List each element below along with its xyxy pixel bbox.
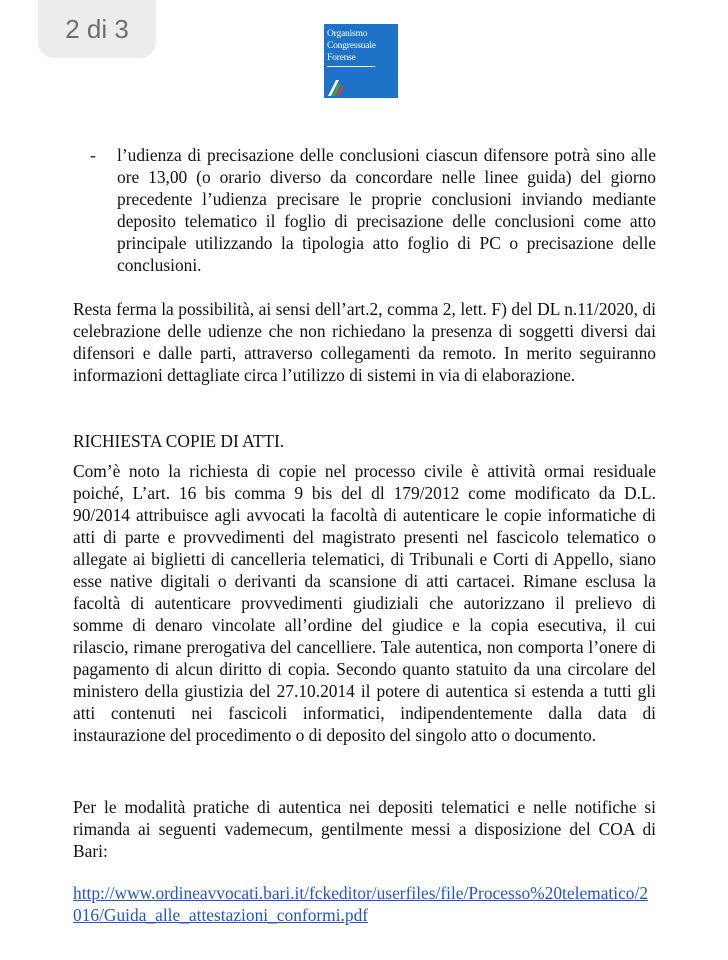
page-indicator: 2 di 3 <box>38 0 156 58</box>
vademecum-link[interactable]: http://www.ordineavvocati.bari.it/fckeditor/userfiles/file/Processo%20telematico/2016/Guida_alle_attestazioni_conformi.pdf <box>73 883 649 925</box>
logo-line-2: Congressuale <box>327 41 376 51</box>
paragraph-copy-requests: Com’è noto la richiesta di copie nel processo civile è attività ormai residuale poiché, L’art. 16 bis comma 9 bis del dl 179/2012 come modificato da D.L. 90/2014 attribuisce agli avvocati la facoltà di autenticare le copie informatiche di atti di parte e provvedimenti del magistrato presenti nel fascicolo telematico o allegate ai biglietti di cancelleria telematici, di Tribunali e Corti di Appello, siano esse native digitali o derivanti da scansione di atti cartacei. Rimane esclusa la facoltà di autenticare provvedimenti giudiziali che autorizzano il prelievo di somme di denaro vincolate all’ordine del giudice e la copia esecutiva, il cui rilascio, rimane prerogativa del cancelliere. Tale autentica, non comporta l’onere di pagamento di alcun diritto di copia. Secondo quanto statuito da una circolare del ministero della giustizia del 27.10.2014 il potere di autentica si estenda a tutti gli atti contenuti nei fascicoli informatici, indipendentemente dalla data di instaurazione del procedimento o di deposito del singolo atto o documento. <box>73 461 656 745</box>
logo-line-3: Forense <box>327 53 356 63</box>
bullet-marker: - <box>90 145 96 165</box>
logo-flag-icon <box>328 76 344 96</box>
logo-rule <box>327 66 375 67</box>
paragraph-vademecum: Per le modalità pratiche di autentica nei depositi telematici e nelle notifiche si rimanda ai seguenti vademecum, gentilmente messi a disposizione del COA di Bari: <box>73 797 656 861</box>
bullet-item: l’udienza di precisazione delle conclusioni ciascun difensore potrà sino alle ore 13,00 (o orario diverso da concordare nelle linee guida) del giorno precedente l’udienza precisare le proprie conclusioni inviando mediante deposito telematico il foglio di precisazione delle conclusioni come atto principale utilizzando la tipologia atto foglio di PC o precisazione delle conclusioni. <box>117 145 656 275</box>
paragraph-remote-hearings: Resta ferma la possibilità, ai sensi dell’art.2, comma 2, lett. F) del DL n.11/2020, di celebrazione delle udienze che non richiedano la presenza di soggetti diversi dai difensori e dalle parti, attraverso collegamenti da remoto. In merito seguiranno informazioni dettagliate circa l’utilizzo di sistemi in via di elaborazione. <box>73 299 656 385</box>
ocf-logo <box>324 24 398 98</box>
section-heading: RICHIESTA COPIE DI ATTI. <box>73 431 285 451</box>
logo-line-1: Organismo <box>327 29 368 39</box>
